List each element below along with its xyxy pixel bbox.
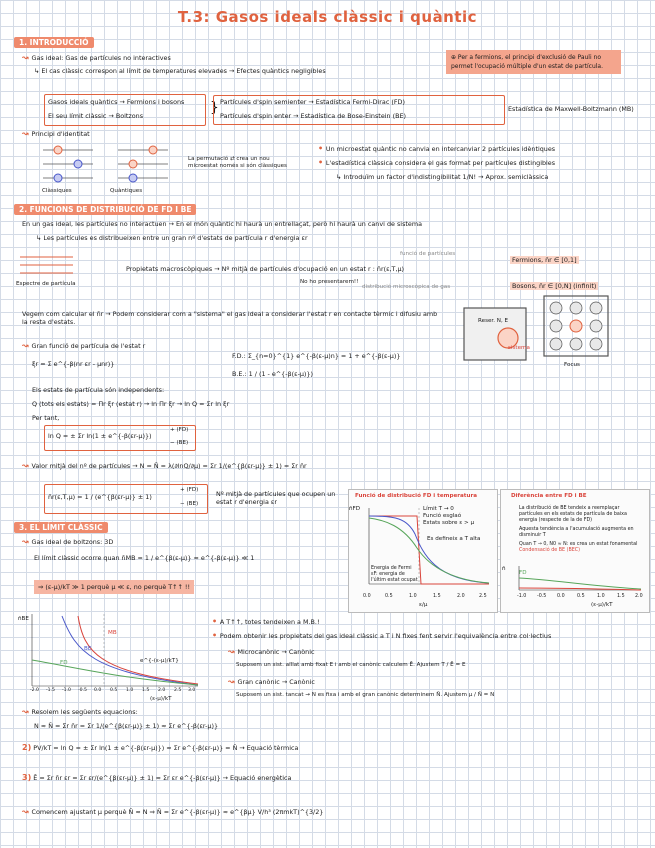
intro-line-2: ↳ El cas clàssic correspon al límit de temperatures elevades → Efectes quàntics negligibles — [34, 67, 326, 75]
be-panel-text — [519, 506, 643, 554]
fd-be-difference-panel — [500, 489, 650, 613]
graph-exp-label: e^{-(ε-μ)/kT} — [140, 658, 179, 664]
be-panel-curves — [507, 564, 645, 594]
fd-panel-title: Funció de distribució FD i temperatura — [355, 493, 477, 499]
ensemble-equivalence: • Podem obtenir les propietats del gas ideal clàssic a T i N fixes fent servir l'equivalència entre col·lectius — [212, 631, 552, 640]
reservoir-explanation: Vegem com calcular el n̄r → Podem considerar com a "sistema" el gas ideal a considerar l'estat r en contacte tèrmic i difusiu amb la resta d'estats. — [22, 310, 438, 326]
be-panel-p1: La distribució de BE tendeix a reemplaçar partícules en els estats de partícula de baixa energia (respecte de la de FD) — [519, 506, 627, 523]
classic-label: Clàssiques — [42, 188, 72, 194]
quantum-label: Quàntiques — [110, 188, 143, 194]
grand-to-canonical-desc: Suposem un sist. tancat → N es fixa i amb el gran canònic determinem N̄. Ajustem μ / N̄ = N — [236, 692, 495, 698]
macro-props-line: Propietats macroscòpiques → Nº mitjà de partícules d'ocupació en un estat r : n̄r(ε,T,μ) — [126, 265, 405, 273]
statistics-box — [213, 95, 505, 125]
bosons-range: Bosons, n̄r ∈ [0,N] (infinit) — [512, 282, 597, 290]
function-label: funció de partícules — [400, 251, 456, 257]
graph-xlabel: (ε-μ)/kT — [150, 696, 172, 702]
intro-line-1: ↝ Gas ideal: Gas de partícules no interactives — [22, 53, 171, 62]
be-xtick: 2.0 — [635, 594, 643, 599]
classic-stat-note: • L'estadística clàssica considera el gas format per partícules distingibles — [318, 158, 556, 167]
be-statistics-line: Partícules d'spin enter → Estadística de Bose-Einstein (BE) — [220, 112, 407, 120]
brace-right: } — [210, 100, 219, 116]
mu-adjust: ↝ Comencem ajustant μ perquè N̄ ≈ N ⇒ N̄ = Σr e^{-β(εr-μ)} ≈ e^{βμ} V/h³ (2πmkT)^{3/2} — [22, 807, 324, 816]
nbar-eq: n̄r(ε,T,μ) = 1 / (e^{β(εr-μ)} ± 1) — [48, 493, 152, 501]
be-panel-ylabel: n̄ — [502, 566, 506, 572]
graph-xtick: 3.0 — [188, 688, 196, 693]
fd-be-line-1: En un gas ideal, les partícules no interactuen → En el món quàntic hi haurà un entrellaçat, però hi haurà un canvi de sistema — [22, 220, 422, 228]
be-panel-title: Diferència entre FD i BE — [511, 493, 587, 499]
distribution-comparison-graph — [18, 612, 202, 694]
graph-xtick: 1.0 — [126, 688, 134, 693]
nbar-fd: + (FD) — [180, 487, 199, 493]
fd-xtick: 2.0 — [457, 594, 465, 599]
fd-item-4: Es defineix a T alta — [427, 536, 481, 542]
equation-3: 3) Ē = Σr n̄r εr = Σr εr/(e^{β(εr-μ)} ± 1) ≈ Σr εr e^{-β(εr-μ)} → Equació energètica — [22, 773, 292, 782]
classical-limit-line: El seu límit clàssic → Boltzons — [48, 112, 144, 120]
be-xtick: 1.0 — [597, 594, 605, 599]
fermions-range: Fermions, n̄r ∈ [0,1] — [512, 256, 577, 264]
classic-condition: ⇒ (ε-μ)/kT ≫ 1 perquè μ ≪ ε, no perquè T↑↑ !! — [34, 580, 194, 594]
graph-xtick: 0.0 — [94, 688, 102, 693]
fd-xtick: 1.0 — [409, 594, 417, 599]
particle-states-diagram — [38, 142, 183, 192]
graph-xtick: 0.5 — [110, 688, 118, 693]
be-panel-p4: Condensació de BE (BEC) — [519, 548, 581, 553]
be-panel-fd-label: FD — [519, 570, 527, 576]
fd-panel-ylabel: n̄FD — [349, 506, 361, 512]
fd-item-1: Límit T → 0 — [423, 506, 454, 512]
be-xtick: 0.0 — [557, 594, 565, 599]
lnq-be: − (BE) — [170, 440, 189, 446]
be-panel-xlabel: (ε-μ)/kT — [591, 602, 613, 608]
macro-props-note: No ho presentarem!! — [300, 279, 359, 285]
reservoir-label: Reser. N, E — [478, 318, 509, 324]
section-heading-classic: 3. EL LÍMIT CLÀSSIC — [14, 522, 108, 533]
high-t-note: • A T↑↑, totes tendeixen a M.B.! — [212, 617, 320, 626]
fd-xtick: 0.0 — [363, 594, 371, 599]
spectrum-icon — [18, 252, 78, 282]
lnq-eq: ln Q = ± Σr ln(1 ± e^{-β(εr-μ)}) — [48, 432, 152, 440]
graph-xtick: -0.5 — [78, 688, 87, 693]
boltzons-subheading: ↝ Gas ideal de boltzons: 3D — [22, 537, 114, 546]
classic-limit-line: El límit clàssic ocorre quan n̄MB = 1 / e^{β(ε-μ)} ≈ e^{-β(ε-μ)} ≪ 1 — [34, 554, 255, 562]
micro-to-canonical-desc: Suposem un sist. aïllat amb fixat E i amb el canònic calculem Ē. Ajustem T / Ē = E — [236, 662, 466, 668]
graph-xtick: -1.5 — [46, 688, 55, 693]
mean-number-line: ↝ Valor mitjà del nº de partícules → N = N̄ = λ(∂lnQ/∂μ) = Σr 1/(e^{β(εr-μ)} ± 1) = Σr n̄r — [22, 461, 307, 470]
solve-equations: ↝ Resolem les següents equacions: — [22, 707, 138, 716]
graph-xtick: -2.0 — [30, 688, 39, 693]
graph-be-label: BE — [84, 646, 92, 652]
nbar-be: − (BE) — [180, 501, 199, 507]
fd-item-2: Funció esglaó — [423, 513, 462, 519]
permutation-note: La permutació ⇄ crea un nou microestat només si són clàssiques — [188, 156, 287, 169]
graph-xtick: 2.0 — [158, 688, 166, 693]
focus-lattice — [542, 294, 612, 360]
quantum-microstate-note: • Un microestat quàntic no canvia en intercanviar 2 partícules idèntiques — [318, 144, 556, 153]
nbar-description: Nº mitjà de partícules que ocupen un estat r d'energia εr — [216, 490, 336, 506]
independence-line: Els estats de partícula són independents: — [32, 386, 165, 394]
be-panel-p3: Quan T → 0, N0 ≈ N: es crea un estat fonamental — [519, 542, 638, 547]
graph-fd-label: FD — [60, 660, 68, 666]
fd-xtick: 0.5 — [385, 594, 393, 599]
section-heading-fd-be: 2. FUNCIONS DE DISTRIBUCIÓ DE FD I BE — [14, 204, 196, 215]
grand-function-heading: ↝ Gran funció de partícula de l'estat r — [22, 341, 146, 350]
grand-function-eq: ξr = Σ e^{-β(nr εr - μnr)} — [32, 360, 115, 368]
be-xtick: -0.5 — [537, 594, 547, 599]
graph-mb-label: MB — [108, 630, 117, 636]
pauli-note: ⊕ Per a fermions, el principi d'exclusió de Pauli no permet l'ocupació múltiple d'un estat de partícula. — [446, 50, 621, 74]
lnq-fd: + (FD) — [170, 427, 189, 433]
fd-item-3: Estats sobre ε > μ — [423, 520, 475, 526]
be-grand-eq: B.E.: 1 / (1 - e^{-β(ε-μ)}) — [232, 370, 313, 378]
fd-xtick: 1.5 — [433, 594, 441, 599]
fd-panel-xlabel: ε/μ — [419, 602, 428, 608]
micro-to-canonical: ↝ Microcanònic → Canònic — [228, 647, 315, 656]
mb-statistics: Estadística de Maxwell-Boltzmann (MB) — [508, 105, 634, 113]
therefore-label: Per tant, — [32, 414, 60, 422]
page-title: T.3: Gasos ideals clàssic i quàntic — [177, 8, 478, 26]
be-panel-p2: Aquesta tendència a l'acumulació augmenta en disminuir T — [519, 527, 634, 538]
reservoir-diagram — [462, 306, 530, 364]
equation-2: 2) PV/kT = ln Q = ± Σr ln(1 ± e^{-β(εr-μ)}) ≈ Σr e^{-β(εr-μ)} = N̄ → Equació tèrmica — [22, 743, 299, 752]
fd-xtick: 2.5 — [479, 594, 487, 599]
be-xtick: 0.5 — [577, 594, 585, 599]
graph-xtick: 1.5 — [142, 688, 150, 693]
quantum-gases-line: Gasos ideals quàntics → Fermions i bosons — [48, 98, 185, 106]
equation-1: N ≈ N̄ = Σr n̄r = Σr 1/(e^{β(εr-μ)} ± 1) ≈ Σr e^{-β(εr-μ)} — [34, 722, 219, 730]
graph-xtick: -1.0 — [62, 688, 71, 693]
fd-statistics-line: Partícules d'spin semienter → Estadística Fermi-Dirac (FD) — [220, 98, 405, 106]
grand-to-canonical: ↝ Gran canònic → Canònic — [228, 677, 315, 686]
fd-grand-eq: F.D.: Σ_{n=0}^{1} e^{-β(ε-μ)n} = 1 + e^{-β(ε-μ)} — [232, 352, 401, 360]
distribution-label: distribució microscòpica de gas — [362, 284, 451, 290]
system-label: sistema — [508, 345, 530, 351]
be-xtick: 1.5 — [617, 594, 625, 599]
graph-ylabel: n̄BE — [18, 616, 29, 622]
fermi-energy-note: Energia de Fermi εF: energia de l'últim estat ocupat — [371, 566, 418, 583]
graph-xtick: 2.5 — [174, 688, 182, 693]
partition-line: Q (tots els estats) = Πr ξr (estat r) → ln Πr ξr → ln Q = Σr ln ξr — [32, 400, 230, 408]
indistinguishability-note: ↳ Introduïm un factor d'indistingibilitat 1/N! → Aprox. semiclàssica — [336, 173, 549, 181]
section-heading-intro: 1. INTRODUCCIÓ — [14, 37, 94, 48]
identity-principle: ↝ Principi d'identitat — [22, 129, 90, 138]
fd-be-line-2: ↳ Les partícules es distribueixen entre un gran nº d'estats de partícula r d'energia εr — [36, 234, 308, 242]
spectrum-label: Espectre de partícula — [16, 281, 76, 287]
be-xtick: -1.0 — [517, 594, 527, 599]
fd-temperature-panel — [348, 489, 498, 613]
focus-label: Focus — [564, 362, 580, 368]
